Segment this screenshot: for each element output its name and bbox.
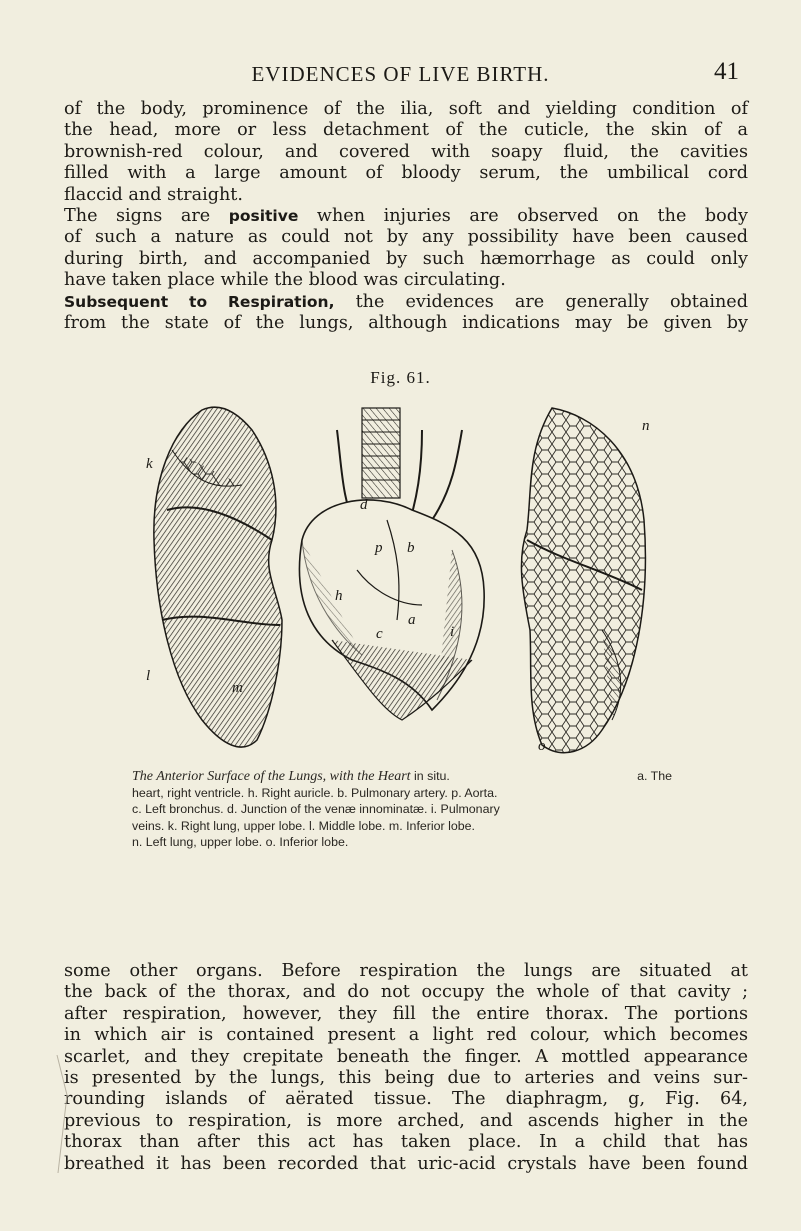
bold-term-positive: positive bbox=[228, 206, 299, 225]
text-line: brownish-red colour, and covered with soapy fluid, the cavities bbox=[64, 141, 748, 162]
lungs-heart-drawing bbox=[132, 390, 668, 760]
text-run: The signs are bbox=[64, 205, 229, 226]
text-line: of such a nature as could not by any possibility have been caused bbox=[64, 227, 748, 248]
right-lung-shape bbox=[154, 407, 282, 747]
caption-text: a. The bbox=[637, 769, 672, 783]
lungs-heart-illustration bbox=[132, 390, 668, 760]
running-title: EVIDENCES OF LIVE BIRTH. bbox=[251, 62, 550, 86]
text-line: in which air is contained present a light red colour, which becomes bbox=[64, 1025, 748, 1046]
fig-letter-o: o bbox=[538, 738, 546, 754]
caption-title: The Anterior Surface of the Lungs, with the Heart bbox=[132, 769, 411, 784]
fig-letter-i: i bbox=[450, 624, 455, 640]
text-line: previous to respiration, is more arched, and ascends higher in the bbox=[64, 1110, 748, 1131]
fig-letter-c: c bbox=[376, 626, 383, 642]
text-line: some other organs. Before respiration the lungs are situated at bbox=[64, 961, 748, 981]
body-text-top bbox=[64, 99, 748, 334]
caption-line bbox=[132, 785, 672, 802]
trachea-shape bbox=[362, 408, 400, 498]
text-line: thorax than after this act has taken place. In a child that has bbox=[64, 1132, 748, 1153]
text-line: during birth, and accompanied by such hæmorrhage as could only bbox=[64, 248, 748, 269]
text-line: after respiration, however, they fill the entire thorax. The portions bbox=[64, 1003, 748, 1024]
caption-line bbox=[132, 768, 672, 785]
caption-in-situ: in situ. bbox=[414, 769, 450, 783]
text-run: the evidences are generally obtained bbox=[334, 291, 748, 312]
text-line: the back of the thorax, and do not occupy the whole of that cavity ; bbox=[64, 982, 748, 1003]
text-run: when injuries are observed on the body bbox=[298, 205, 748, 226]
text-line bbox=[64, 292, 748, 313]
page-header bbox=[0, 58, 801, 88]
text-line: breathed it has been recorded that uric-acid crystals have been found bbox=[64, 1153, 748, 1174]
fig-letter-a: a bbox=[408, 612, 416, 628]
caption-text: n. Left lung, upper lobe. o. Inferior lobe. bbox=[132, 835, 349, 850]
caption-line bbox=[132, 818, 672, 835]
fig-letter-b: b bbox=[407, 540, 415, 556]
caption-text: c. Left bronchus. d. Junction of the venæ innominatæ. i. Pulmonary bbox=[132, 802, 500, 817]
figure-label: Fig. 61. bbox=[370, 368, 431, 387]
left-lung-shape bbox=[521, 408, 645, 753]
body-text-bottom bbox=[64, 961, 748, 1175]
fig-letter-k: k bbox=[146, 456, 153, 472]
fig-letter-l: l bbox=[146, 668, 151, 684]
caption-text: veins. k. Right lung, upper lobe. l. Middle lobe. m. Inferior lobe. bbox=[132, 818, 475, 833]
text-line: have taken place while the blood was circulating. bbox=[64, 270, 506, 291]
text-line bbox=[64, 206, 748, 227]
text-line: is presented by the lungs, this being due to arteries and veins sur- bbox=[64, 1067, 748, 1088]
text-line: from the state of the lungs, although indications may be given by bbox=[64, 312, 748, 333]
margin-pencil-mark bbox=[55, 1055, 69, 1175]
caption-line bbox=[132, 834, 672, 851]
fig-letter-p: p bbox=[375, 540, 383, 556]
fig-letter-h: h bbox=[335, 588, 343, 604]
figure-caption bbox=[132, 768, 672, 851]
text-line: filled with a large amount of bloody serum, the umbilical cord bbox=[64, 163, 748, 184]
text-line: rounding islands of aërated tissue. The diaphragm, g, Fig. 64, bbox=[64, 1089, 748, 1110]
fig-letter-m: m bbox=[232, 680, 243, 696]
text-line: flaccid and straight. bbox=[64, 184, 243, 205]
fig-letter-d: d bbox=[360, 497, 368, 513]
page-number: 41 bbox=[714, 58, 739, 85]
caption-line bbox=[132, 801, 672, 818]
caption-text: heart, right ventricle. h. Right auricle. b. Pulmonary artery. p. Aorta. bbox=[132, 785, 498, 800]
fig-letter-n: n bbox=[642, 418, 650, 434]
bold-heading-subsequent: Subsequent to Respiration, bbox=[64, 292, 335, 311]
text-line: the head, more or less detachment of the cuticle, the skin of a bbox=[64, 120, 748, 141]
text-line: of the body, prominence of the ilia, soft and yielding condition of bbox=[64, 99, 748, 119]
text-line: scarlet, and they crepitate beneath the finger. A mottled appearance bbox=[64, 1046, 748, 1067]
